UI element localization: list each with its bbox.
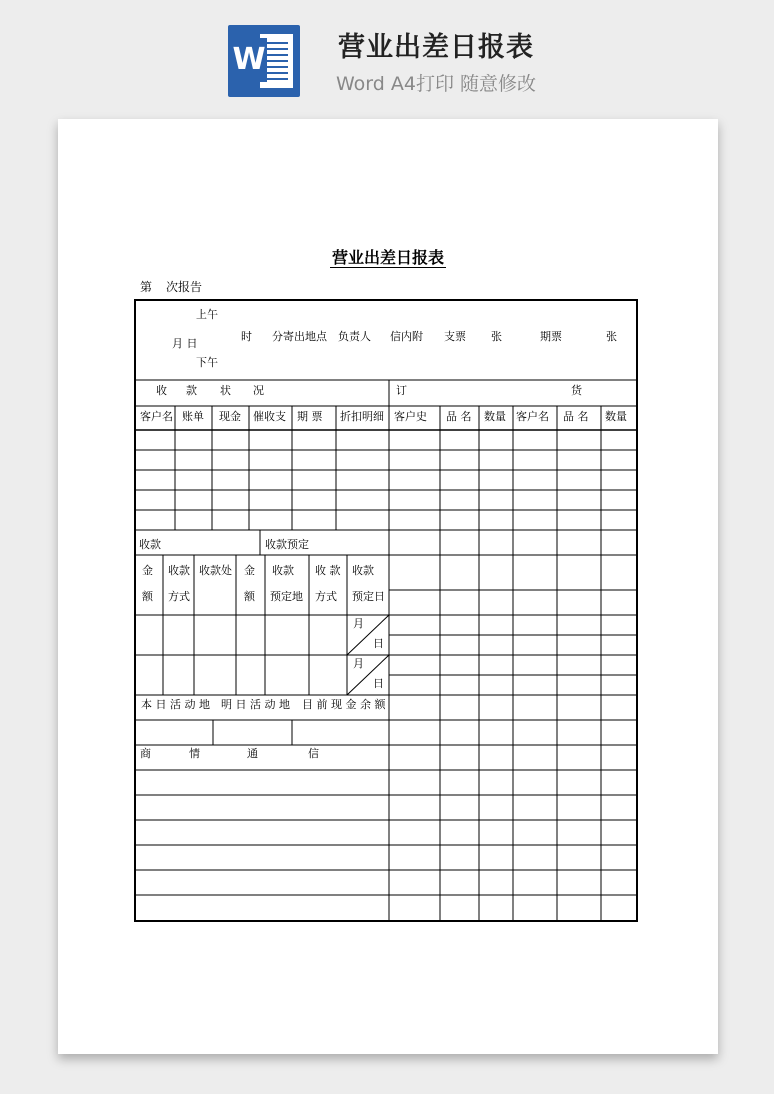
cash-balance-label: 目 前 现 金 余 额 (302, 698, 386, 711)
month-label: 月 (353, 617, 364, 630)
received-col-method: 方式 (168, 590, 190, 603)
col-header-quantity: 数量 (605, 410, 627, 423)
month-label: 月 (353, 657, 364, 670)
col-header-customer-name: 客户名 (516, 410, 549, 423)
document-title: 营业出差日报表 (331, 248, 444, 267)
business-info-char: 情 (189, 747, 200, 760)
col-header-bill: 账单 (182, 410, 204, 423)
pm-label: 下午 (196, 356, 218, 369)
business-info-char: 信 (308, 747, 319, 760)
business-info-char: 通 (247, 747, 258, 760)
collection-title-char: 况 (253, 384, 264, 397)
order-title-char: 货 (571, 384, 582, 397)
day-label: 日 (373, 637, 384, 650)
word-app-icon (228, 25, 300, 97)
received-col-method: 收款 (168, 564, 190, 577)
person-in-charge-label: 负责人 (338, 330, 371, 343)
collection-title-char: 收 (156, 384, 167, 397)
promissory-note-label: 期票 (540, 330, 562, 343)
check-label: 支票 (444, 330, 466, 343)
today-activity-label: 本 日 活 动 地 (141, 698, 210, 711)
report-label-text: 次报告 (166, 280, 203, 294)
col-header-customer-history: 客户史 (394, 410, 427, 423)
day-label: 日 (373, 677, 384, 690)
col-header-product: 品 名 (563, 410, 589, 423)
plan-col-method: 收 款 (315, 564, 341, 577)
sheet-label-1: 张 (491, 330, 502, 343)
month-day-label: 月 日 (172, 337, 198, 350)
plan-col-place: 收款 (272, 564, 294, 577)
report-label-number: 第 (140, 280, 153, 294)
plan-col-method: 方式 (315, 590, 337, 603)
collection-title-char: 状 (220, 384, 231, 397)
send-place-label: 分寄出地点 (272, 330, 327, 343)
sheet-label-2: 张 (606, 330, 617, 343)
received-col-amount: 金 (142, 564, 153, 577)
received-col-place: 收款处 (199, 564, 232, 577)
plan-col-amount: 额 (244, 590, 255, 603)
col-header-quantity: 数量 (484, 410, 506, 423)
document-page (58, 119, 718, 1054)
col-header-dunning: 催收支 (253, 410, 286, 423)
received-label: 收款 (139, 538, 161, 551)
plan-col-date: 收款 (352, 564, 374, 577)
hour-label: 时 (241, 330, 252, 343)
report-form-table (134, 299, 638, 922)
header-title: 营业出差日报表 (338, 32, 534, 63)
receipt-plan-label: 收款预定 (265, 538, 309, 551)
form-grid-lines (134, 299, 638, 922)
col-header-customer: 客户名 (140, 410, 173, 423)
col-header-note: 期 票 (297, 410, 323, 423)
col-header-product: 品 名 (446, 410, 472, 423)
letter-enclosed-label: 信内附 (390, 330, 423, 343)
col-header-discount: 折扣明细 (340, 410, 384, 423)
tomorrow-activity-label: 明 日 活 动 地 (221, 698, 290, 711)
header-subtitle: Word A4打印 随意修改 (335, 73, 536, 95)
received-col-amount: 额 (142, 590, 153, 603)
collection-title-char: 款 (186, 384, 197, 397)
plan-col-place: 预定地 (270, 590, 303, 603)
business-info-char: 商 (140, 747, 151, 760)
order-title-char: 订 (396, 384, 407, 397)
col-header-cash: 现金 (219, 410, 241, 423)
word-letter: W (231, 38, 267, 82)
plan-col-date: 预定日 (352, 590, 385, 603)
plan-col-amount: 金 (244, 564, 255, 577)
am-label: 上午 (196, 308, 218, 321)
